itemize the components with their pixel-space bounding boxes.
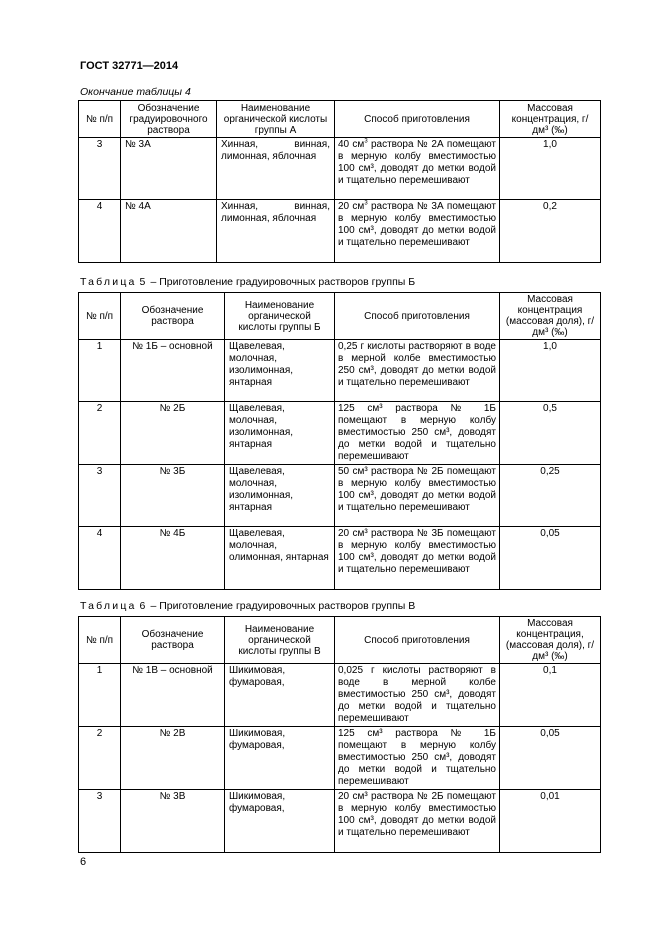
cell-designation: № 3В <box>121 790 225 853</box>
cell-acid: Шикимовая, фумаровая, <box>225 790 335 853</box>
table-row <box>79 727 601 790</box>
cell-num: 3 <box>79 790 121 853</box>
col-header-num: № п/п <box>79 617 121 664</box>
table-row <box>79 527 601 590</box>
cell-method: 20 $см^3$ раствора № 3А помещают в мерную колбу вместимостью 100 см³, доводят до метки водой и тщательно перемешивают <box>335 200 500 263</box>
cell-acid: Щавелевая, молочная, олимонная, янтарная <box>225 527 335 590</box>
cell-designation: № 3А <box>121 138 217 200</box>
table-header-row <box>79 617 601 664</box>
cell-method: 50 см³ раствора № 2Б помещают в мерную колбу вместимостью 100 см³, доводят до метки водой и тщательно перемешивают <box>335 465 500 527</box>
cell-designation: № 4А <box>121 200 217 263</box>
col-header-method: Способ приготовления <box>335 293 500 340</box>
cell-designation: № 2В <box>121 727 225 790</box>
table-row <box>79 138 601 200</box>
cell-conc: 1,0 <box>500 138 601 200</box>
cell-num: 3 <box>79 465 121 527</box>
cell-method: 40 $см^3$ раствора № 2А помещают в мерную колбу вместимостью 100 см³, доводят до метки водой и тщательно перемешивают <box>335 138 500 200</box>
cell-num: 4 <box>79 527 121 590</box>
cell-designation: № 1В – основной <box>121 664 225 727</box>
table-row <box>79 402 601 465</box>
table-row <box>79 340 601 402</box>
col-header-acid: Наименование органической кислоты группы А <box>217 101 335 138</box>
cell-conc: 0,1 <box>500 664 601 727</box>
page-number: 6 <box>80 856 87 868</box>
col-header-conc: Массовая концентрация (массовая доля), г/дм³ (‰) <box>500 293 601 340</box>
table-row <box>79 465 601 527</box>
table-row <box>79 200 601 263</box>
cell-method: 20 см³ раствора № 3Б помещают в мерную колбу вместимостью 100 см³, доводят до метки водой и тщательно перемешивают <box>335 527 500 590</box>
table-row <box>79 790 601 853</box>
cell-num: 3 <box>79 138 121 200</box>
col-header-acid: Наименование органической кислоты группы В <box>225 617 335 664</box>
cell-conc: 0,01 <box>500 790 601 853</box>
cell-conc: 0,5 <box>500 402 601 465</box>
cell-acid: Щавелевая, молочная, изолимонная, янтарная <box>225 402 335 465</box>
cell-acid: Хинная, винная, лимонная, яблочная <box>217 138 335 200</box>
col-header-conc: Массовая концентрация, (массовая доля), г/дм³ (‰) <box>500 617 601 664</box>
col-header-acid: Наименование органической кислоты группы Б <box>225 293 335 340</box>
col-header-conc: Массовая концентрация, г/дм³ (‰) <box>500 101 601 138</box>
cell-designation: № 4Б <box>121 527 225 590</box>
cell-conc: 1,0 <box>500 340 601 402</box>
col-header-num: № п/п <box>79 293 121 340</box>
col-header-method: Способ приготовления <box>335 101 500 138</box>
cell-acid: Шикимовая, фумаровая, <box>225 664 335 727</box>
cell-method: 0,025 г кислоты растворяют в воде в мерной колбе вместимостью 250 см³, доводят до метки водой и тщательно перемешивают <box>335 664 500 727</box>
cell-num: 4 <box>79 200 121 263</box>
cell-acid: Хинная, винная, лимонная, яблочная <box>217 200 335 263</box>
col-header-method: Способ приготовления <box>335 617 500 664</box>
cell-conc: 0,05 <box>500 527 601 590</box>
cell-conc: 0,25 <box>500 465 601 527</box>
cell-num: 1 <box>79 340 121 402</box>
table5 <box>78 292 601 590</box>
cell-num: 1 <box>79 664 121 727</box>
cell-conc: 0,2 <box>500 200 601 263</box>
cell-method: 125 см³ раствора № 1Б помещают в мерную колбу вместимостью 250 см³, доводят до метки водой и тщательно перемешивают <box>335 402 500 465</box>
table-header-row <box>79 101 601 138</box>
col-header-designation: Обозначение градуировочного раствора <box>121 101 217 138</box>
cell-method: 20 см³ раствора № 2Б помещают в мерную колбу вместимостью 100 см³, доводят до метки водой и тщательно перемешивают <box>335 790 500 853</box>
cell-designation: № 2Б <box>121 402 225 465</box>
cell-conc: 0,05 <box>500 727 601 790</box>
cell-method: 125 см³ раствора № 1Б помещают в мерную колбу вместимостью 250 см³, доводят до метки водой и тщательно перемешивают <box>335 727 500 790</box>
cell-num: 2 <box>79 727 121 790</box>
cell-acid: Шикимовая, фумаровая, <box>225 727 335 790</box>
table-row <box>79 664 601 727</box>
cell-designation: № 3Б <box>121 465 225 527</box>
cell-num: 2 <box>79 402 121 465</box>
table4 <box>78 100 601 263</box>
col-header-designation: Обозначение раствора <box>121 293 225 340</box>
cell-method: 0,25 г кислоты растворяют в воде в мерной колбе вместимостью 250 см³, доводят до метки водой и тщательно перемешивают <box>335 340 500 402</box>
table4-caption: Окончание таблицы 4 <box>80 86 191 98</box>
col-header-designation: Обозначение раствора <box>121 617 225 664</box>
table-header-row <box>79 293 601 340</box>
table6-caption: Таблица 6 – Приготовление градуировочных растворов группы В <box>80 600 416 612</box>
cell-acid: Щавелевая, молочная, изолимонная, янтарная <box>225 465 335 527</box>
table6 <box>78 616 601 853</box>
document-header: ГОСТ 32771—2014 <box>80 60 179 72</box>
col-header-num: № п/п <box>79 101 121 138</box>
cell-designation: № 1Б – основной <box>121 340 225 402</box>
cell-acid: Щавелевая, молочная, изолимонная, янтарная <box>225 340 335 402</box>
table5-caption: Таблица 5 – Приготовление градуировочных растворов группы Б <box>80 276 416 288</box>
